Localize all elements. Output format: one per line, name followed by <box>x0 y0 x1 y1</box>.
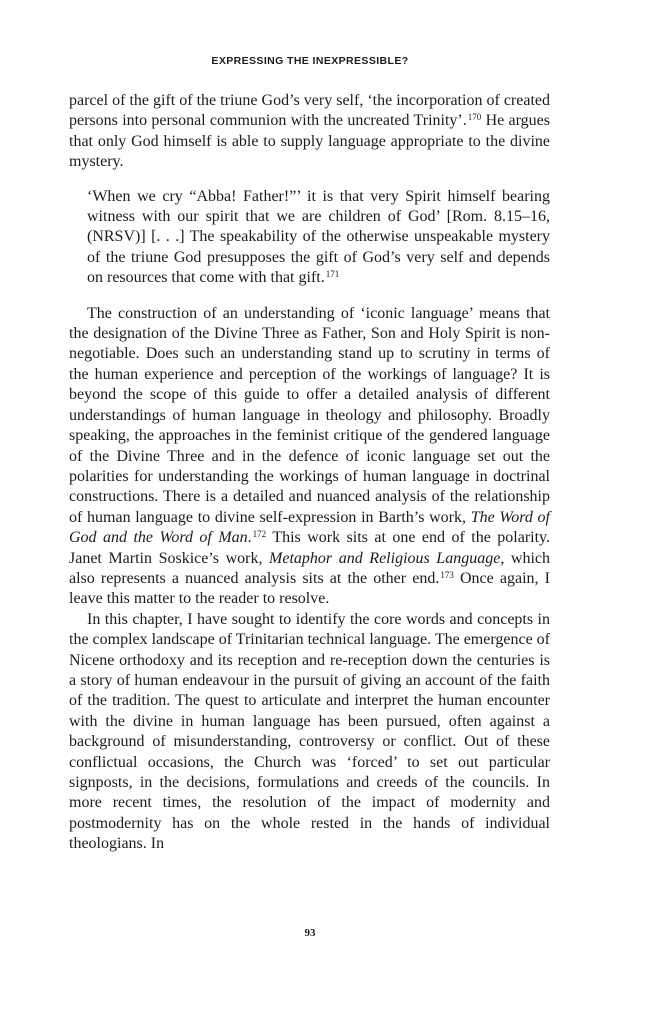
page-body <box>69 91 550 855</box>
footnote-ref-171: 171 <box>325 269 340 280</box>
footnote-ref-170: 170 <box>467 112 482 123</box>
book-title-soskice: Metaphor and Religious Language <box>269 549 501 567</box>
paragraph-text: This work sits at one end of the polarity. Janet Martin Soskice’s work, <box>69 529 550 567</box>
punctuation: . <box>247 529 252 547</box>
paragraph-text: In this chapter, I have sought to identify the core words and concepts in the complex landscape of Trinitarian technical language. The emergence of Nicene orthodoxy and its reception and re-reception down the centuries is a story of human endeavour in the pursuit of giving an account of the faith of the tradition. The quest to articulate and interpret the human encounter with the divine in human language has been pursued, often against a background of misunderstanding, controversy or conflict. Out of these conflictual occasions, the Church was ‘forced’ to set out particular signposts, in the decisions, formulations and creeds of the councils. In more recent times, the resolution of the impact of modernity and postmodernity has on the whole rested in the hands of individual theologians. In <box>69 610 551 853</box>
paragraph-text: , which also represents a nuanced analysis sits at the other end. <box>69 549 550 587</box>
footnote-ref-173: 173 <box>440 570 454 580</box>
paragraph-text: The construction of an understanding of ‘iconic language’ means that the designation of the Divine Three as Father, Son and Holy Spirit is non-negotiable. Does such an understanding stand up to scrutiny in terms of the human experience and perception of the workings of language? It is beyond the scope of this guide to offer a detailed analysis of different understandings of human language in theology and philosophy. Broadly speaking, the approaches in the feminist critique of the gendered language of the Divine Three and in the defence of iconic language set out the polarities for understanding the workings of human language in doctrinal constructions. There is a detailed and nuanced analysis of the relationship of human language to divine self-expression in Barth’s work, <box>69 304 550 526</box>
footnote-ref-172: 172 <box>252 529 267 540</box>
paragraph-continued <box>69 91 550 173</box>
paragraph-chapter-summary <box>69 610 550 855</box>
paragraph-text: parcel of the gift of the triune God’s very self, ‘the incorporation of created persons into personal communion with the uncreated Trinity’. <box>69 92 550 130</box>
book-title-barth: The Word of God and the Word of Man <box>69 508 551 547</box>
paragraph-iconic-language <box>69 304 550 610</box>
quote-text: ‘When we cry “Abba! Father!”’ it is that very Spirit himself bearing witness with our spirit that we are children of God’ [Rom. 8.15–16, (NRSV)] [. . .] The speakability of the otherwise unspeakable mystery of the triune God presupposes the gift of God’s very self and depends on resources that come with that gift. <box>87 187 550 287</box>
block-quote <box>87 187 550 289</box>
paragraph-text: He argues that only God himself is able to supply language appropriate to the divine mystery. <box>69 112 551 171</box>
page-number: 93 <box>304 927 316 939</box>
paragraph-text: Once again, I leave this matter to the reader to resolve. <box>69 569 551 608</box>
running-head: EXPRESSING THE INEXPRESSIBLE? <box>211 55 409 67</box>
